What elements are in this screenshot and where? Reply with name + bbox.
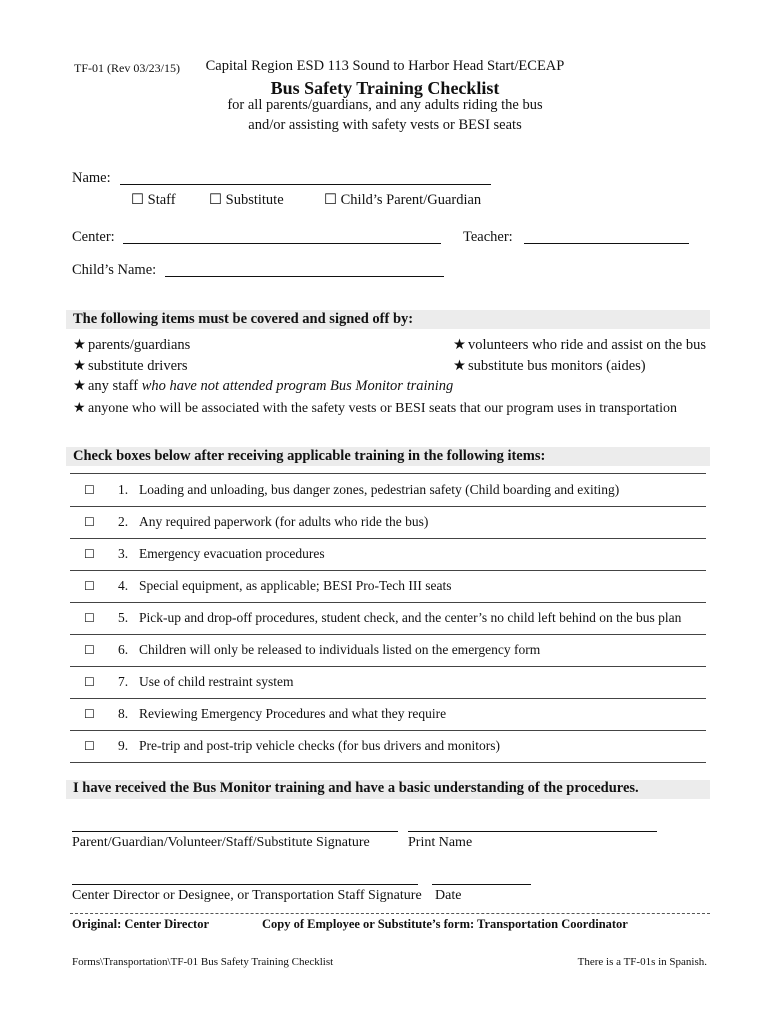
star-icon: ★	[73, 378, 86, 394]
item-text: Reviewing Emergency Procedures and what they require	[139, 706, 447, 721]
child-name-label: Child’s Name:	[72, 262, 157, 278]
center-field[interactable]	[123, 243, 441, 244]
name-label: Name:	[72, 170, 111, 186]
date-label: Date	[435, 888, 462, 903]
checkbox[interactable]: ☐	[84, 675, 95, 689]
item-number: 9.	[118, 738, 129, 753]
star-icon: ★	[453, 337, 466, 353]
item-number: 3.	[118, 546, 129, 561]
acknowledgement-statement: I have received the Bus Monitor training and have a basic understanding of the procedures.	[73, 780, 639, 796]
item-number: 1.	[118, 482, 129, 497]
role-staff-option[interactable]	[131, 192, 176, 209]
item-text: Pick-up and drop-off procedures, student check, and the center’s no child left behind on the bus plan	[139, 610, 682, 625]
signature-line[interactable]	[72, 831, 398, 832]
subtitle-line-2: and/or assisting with safety vests or BESI seats	[248, 117, 522, 133]
signoff-item-staff: ★ any staff who have not attended program Bus Monitor training	[73, 378, 454, 394]
checklist-item-6	[70, 634, 706, 667]
form-id: TF-01 (Rev 03/23/15)	[74, 61, 180, 75]
item-text: Children will only be released to individuals listed on the emergency form	[139, 642, 541, 657]
star-icon: ★	[453, 358, 466, 374]
checkbox[interactable]: ☐	[84, 515, 95, 529]
item-number: 6.	[118, 642, 129, 657]
checkbox[interactable]: ☐	[84, 739, 95, 753]
checkbox[interactable]: ☐	[84, 707, 95, 721]
checklist-item-2	[70, 506, 706, 539]
signoff-item-volunteers: ★ volunteers who ride and assist on the bus	[453, 337, 707, 353]
checkbox[interactable]: ☐	[84, 547, 95, 561]
director-signature-label: Center Director or Designee, or Transportation Staff Signature	[72, 888, 422, 903]
item-text: Any required paperwork (for adults who ride the bus)	[139, 514, 429, 529]
subtitle-line-1: for all parents/guardians, and any adults riding the bus	[227, 97, 543, 113]
item-text: Special equipment, as applicable; BESI Pro-Tech III seats	[139, 578, 452, 593]
checklist-item-4	[70, 570, 706, 603]
item-number: 4.	[118, 578, 129, 593]
item-text: Loading and unloading, bus danger zones, pedestrian safety (Child boarding and exiting)	[139, 482, 620, 497]
signature-label: Parent/Guardian/Volunteer/Staff/Substitute Signature	[72, 835, 370, 850]
checkbox[interactable]: ☐	[84, 483, 95, 497]
distribution-divider	[70, 913, 710, 914]
checklist-item-9	[70, 730, 706, 763]
checklist-item-5	[70, 602, 706, 635]
checkbox[interactable]: ☐	[84, 643, 95, 657]
organization-name: Capital Region ESD 113 Sound to Harbor Head Start/ECEAP	[205, 58, 565, 74]
date-line[interactable]	[432, 884, 531, 885]
checklist-item-1	[70, 474, 706, 507]
checkbox-substitute[interactable]: ☐	[209, 192, 222, 208]
item-number: 8.	[118, 706, 129, 721]
signoff-item-parents: ★ parents/guardians	[73, 337, 191, 353]
item-text: Pre-trip and post-trip vehicle checks (for bus drivers and monitors)	[139, 738, 501, 753]
star-icon: ★	[73, 337, 86, 353]
star-icon: ★	[73, 401, 86, 416]
signoff-item-anyone: ★ anyone who will be associated with the safety vests or BESI seats that our program uses in transportation	[73, 401, 678, 416]
signoff-heading: The following items must be covered and signed off by:	[73, 311, 414, 327]
checkbox[interactable]: ☐	[84, 579, 95, 593]
print-name-line[interactable]	[408, 831, 657, 832]
role-parent-option[interactable]	[324, 192, 481, 209]
child-name-field[interactable]	[165, 276, 444, 277]
copy-distribution: Copy of Employee or Substitute’s form: Transportation Coordinator	[262, 917, 628, 931]
item-number: 7.	[118, 674, 129, 689]
checklist-item-8	[70, 698, 706, 731]
teacher-label: Teacher:	[463, 229, 513, 245]
checklist-item-7	[70, 666, 706, 699]
signoff-item-substitute-drivers: ★ substitute drivers	[73, 358, 188, 374]
checkbox-staff[interactable]: ☐	[131, 192, 144, 208]
role-substitute-option[interactable]	[209, 192, 284, 209]
signoff-item-substitute-monitors: ★ substitute bus monitors (aides)	[453, 358, 646, 374]
director-signature-line[interactable]	[72, 884, 418, 885]
footer-path: Forms\Transportation\TF-01 Bus Safety Training Checklist	[72, 956, 334, 968]
star-icon: ★	[73, 358, 86, 374]
footer-spanish-note: There is a TF-01s in Spanish.	[577, 956, 707, 968]
item-text: Use of child restraint system	[139, 674, 294, 689]
role-substitute-label: Substitute	[225, 192, 284, 208]
name-field[interactable]	[120, 184, 491, 185]
item-number: 2.	[118, 514, 129, 529]
checkbox[interactable]: ☐	[84, 611, 95, 625]
original-distribution: Original: Center Director	[72, 917, 209, 931]
role-staff-label: Staff	[147, 192, 176, 208]
print-name-label: Print Name	[408, 835, 473, 850]
role-parent-label: Child’s Parent/Guardian	[340, 192, 482, 208]
center-label: Center:	[72, 229, 115, 245]
checklist-item-3	[70, 538, 706, 571]
checkbox-parent-guardian[interactable]: ☐	[324, 192, 337, 208]
item-text: Emergency evacuation procedures	[139, 546, 325, 561]
item-number: 5.	[118, 610, 129, 625]
teacher-field[interactable]	[524, 243, 689, 244]
page-title: Bus Safety Training Checklist	[270, 78, 500, 98]
training-heading: Check boxes below after receiving applicable training in the following items:	[73, 448, 546, 464]
